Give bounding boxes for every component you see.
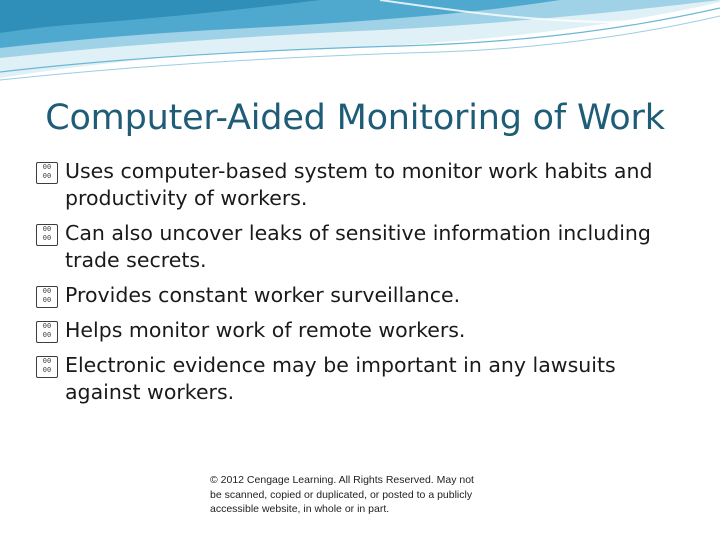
missing-glyph-icon: 00 00: [36, 162, 58, 184]
slide-title: Computer-Aided Monitoring of Work: [45, 98, 665, 138]
bullet-text: Provides constant worker surveillance.: [65, 283, 461, 307]
missing-glyph-icon: 00 00: [36, 224, 58, 246]
bullet-item: [36, 220, 696, 274]
missing-glyph-icon: 00 00: [36, 321, 58, 343]
bullet-item: [36, 282, 696, 309]
bullet-item: [36, 317, 696, 344]
bullet-text: Helps monitor work of remote workers.: [65, 318, 466, 342]
bullet-text: Uses computer-based system to monitor work habits and productivity of workers.: [65, 159, 653, 210]
bullet-item: [36, 158, 696, 212]
missing-glyph-icon: 00 00: [36, 286, 58, 308]
copyright-notice: © 2012 Cengage Learning. All Rights Reserved. May not be scanned, copied or duplicated, or posted to a publicly accessible website, in whole or in part.: [210, 474, 474, 515]
missing-glyph-icon: 00 00: [36, 356, 58, 378]
bullet-item: [36, 352, 696, 406]
bullet-list: [36, 158, 696, 414]
bullet-text: Electronic evidence may be important in any lawsuits against workers.: [65, 353, 616, 404]
bullet-text: Can also uncover leaks of sensitive information including trade secrets.: [65, 221, 651, 272]
header-wave-decoration: [0, 0, 720, 90]
